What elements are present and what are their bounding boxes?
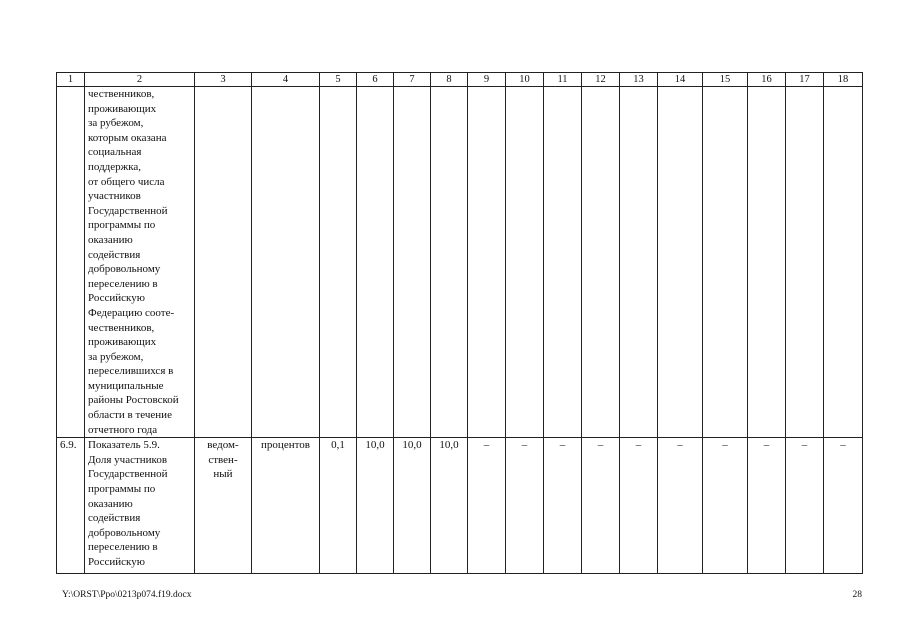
- table-cell: [85, 87, 195, 438]
- table-row: [57, 438, 863, 574]
- continuation-text: чественников, проживающих за рубежом, которым оказана социальная поддержка, от общего числа участников Государственной программы по оказанию содействия добровольному переселению в Российскую Федерацию соотe- чественников, проживающих за рубежом, переселившихся в муниципальные районы Ростовской области в течение отчетного года: [88, 88, 179, 436]
- value-cell: –: [468, 438, 506, 574]
- value-cell: –: [748, 438, 786, 574]
- column-header: 8: [431, 73, 468, 87]
- column-header: 6: [357, 73, 394, 87]
- column-header: 15: [703, 73, 748, 87]
- column-header: 12: [582, 73, 620, 87]
- value-cell: –: [786, 438, 824, 574]
- continuation-row: [57, 87, 863, 438]
- table-cell: [431, 87, 468, 438]
- table-cell: [468, 87, 506, 438]
- file-path: Y:\ORST\Ppo\0213p074.f19.docx: [62, 590, 192, 600]
- column-header: 10: [506, 73, 544, 87]
- table-cell: [252, 87, 320, 438]
- value-cell: –: [620, 438, 658, 574]
- column-header: 4: [252, 73, 320, 87]
- column-header: 5: [320, 73, 357, 87]
- table-cell: [786, 87, 824, 438]
- value-cell: –: [703, 438, 748, 574]
- table-cell: [582, 87, 620, 438]
- column-header: 18: [824, 73, 863, 87]
- page-number: 28: [852, 590, 862, 600]
- table-cell: [57, 87, 85, 438]
- table-cell: [85, 438, 195, 574]
- value-cell: 10,0: [394, 438, 431, 574]
- column-header: 7: [394, 73, 431, 87]
- column-header: 3: [195, 73, 252, 87]
- value-cell: –: [506, 438, 544, 574]
- unit-cell: процентов: [252, 438, 320, 574]
- value-cell: 10,0: [431, 438, 468, 574]
- indicator-name: Показатель 5.9. Доля участников Государственной программы по оказанию содействия добровольному переселению в Российскую: [88, 439, 168, 568]
- table-cell: [195, 87, 252, 438]
- column-header: 16: [748, 73, 786, 87]
- value-cell: –: [824, 438, 863, 574]
- source-cell: [195, 438, 252, 574]
- column-header: 2: [85, 73, 195, 87]
- value-cell: –: [658, 438, 703, 574]
- table-cell: [748, 87, 786, 438]
- table-cell: [824, 87, 863, 438]
- table-cell: [620, 87, 658, 438]
- table-cell: [506, 87, 544, 438]
- value-cell: –: [544, 438, 582, 574]
- header-row: [57, 73, 863, 87]
- value-cell: 0,1: [320, 438, 357, 574]
- indicators-table: [56, 72, 863, 574]
- column-header: 1: [57, 73, 85, 87]
- column-header: 17: [786, 73, 824, 87]
- table-cell: [544, 87, 582, 438]
- column-header: 14: [658, 73, 703, 87]
- table-cell: [658, 87, 703, 438]
- value-cell: –: [582, 438, 620, 574]
- column-header: 9: [468, 73, 506, 87]
- column-header: 11: [544, 73, 582, 87]
- table-cell: [394, 87, 431, 438]
- value-cell: 10,0: [357, 438, 394, 574]
- table-cell: [320, 87, 357, 438]
- row-number: 6.9.: [57, 438, 85, 574]
- table-cell: [357, 87, 394, 438]
- column-header: 13: [620, 73, 658, 87]
- source-text: ведом- ствен- ный: [207, 439, 239, 481]
- table-cell: [703, 87, 748, 438]
